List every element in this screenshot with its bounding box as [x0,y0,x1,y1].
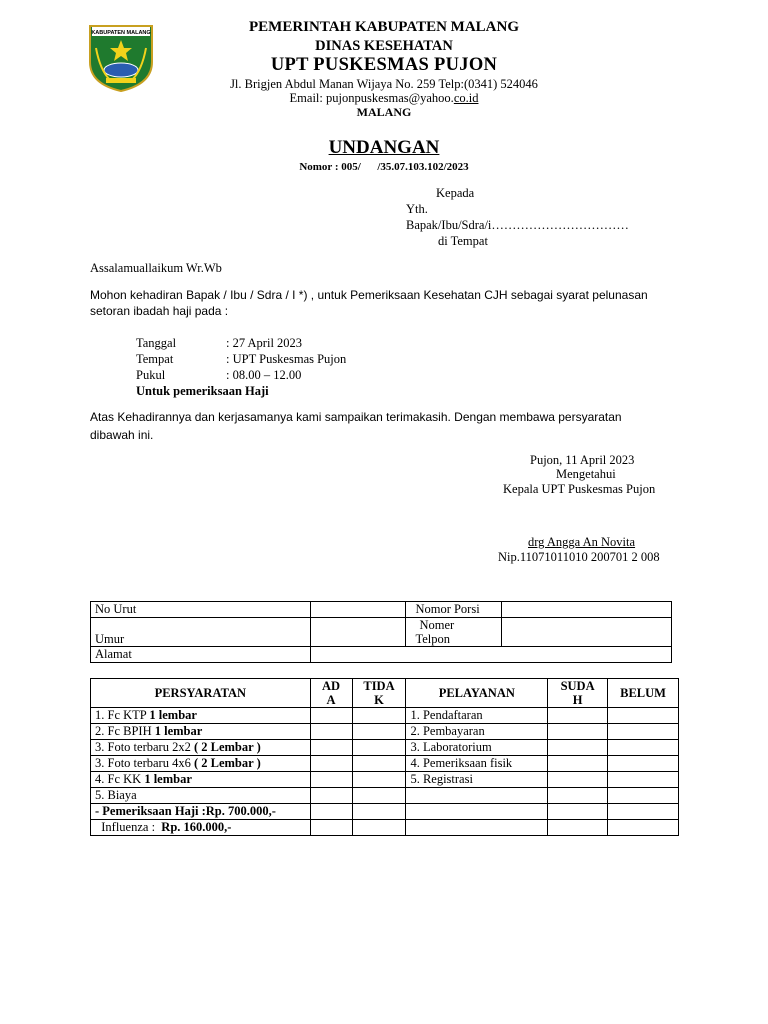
cell-alamat-label: Alamat [91,647,311,663]
cell-tidak [352,756,406,772]
telpon-text: Telpon [415,632,450,646]
cell-service: 1. Pendaftaran [406,708,548,724]
header-department: DINAS KESEHATAN [315,38,453,54]
detail-time-label: Pukul [136,368,166,382]
nomer-text: Nomer [419,618,455,632]
cell-service [406,788,548,804]
cell-sudah [548,788,608,804]
cell-service: 4. Pemeriksaan fisik [406,756,548,772]
detail-time-value: : 08.00 – 12.00 [226,368,302,382]
detail-date-value: : 27 April 2023 [226,336,303,350]
recipient-name: Bapak/Ibu/Sdra/i…………………………… [406,218,629,232]
cell-ada [310,772,352,788]
cell-requirement [91,772,311,788]
signature-place-date: Pujon, 11 April 2023 [530,453,635,467]
table-row [91,788,679,804]
cell-requirement [91,820,311,836]
detail-place-label: Tempat [136,352,174,366]
requirement-text: 3. Foto terbaru 4x6 [95,756,194,770]
cell-service [406,804,548,820]
table-header-row [91,679,679,708]
table-row [91,724,679,740]
recipient-place: di Tempat [438,234,488,248]
detail-place-value: : UPT Puskesmas Pujon [226,352,347,366]
requirement-qty: ( 2 Lembar ) [193,756,261,770]
signature-name: drg Angga An Novita [528,535,636,549]
requirement-qty: ( 2 Lembar ) [193,740,261,754]
header-city: MALANG [356,105,412,119]
requirement-text: 1. Fc KTP [95,708,150,722]
requirement-text: Influenza : [95,820,159,834]
cell-tidak [352,820,406,836]
cell-ada [310,708,352,724]
paragraph-1-line-2: setoran ibadah haji pada : [90,304,229,318]
requirement-text: 2. Fc BPIH [95,724,155,738]
table-row [91,708,679,724]
requirement-text: 4. Fc KK [95,772,145,786]
header-email [0,91,768,106]
header-sudah-line-2: H [572,693,583,707]
cell-no-urut-value [310,602,406,618]
requirement-qty: 1 lembar [144,772,192,786]
cell-ada [310,820,352,836]
cell-belum [608,724,679,740]
cell-tidak [352,724,406,740]
table-row [91,647,672,663]
header-tidak-line-2: K [374,693,384,707]
cell-sudah [548,820,608,836]
table-row [91,756,679,772]
cell-umur-label: Umur [91,618,311,647]
header-ada-line-1: AD [322,679,341,693]
table-row [91,740,679,756]
cell-telpon-label [406,618,502,647]
requirement-qty: 1 lembar [154,724,203,738]
cell-tidak [352,788,406,804]
cell-ada [310,740,352,756]
document-title: UNDANGAN [328,137,440,158]
cell-sudah [548,804,608,820]
table-row [91,602,672,618]
header-sudah [548,679,608,708]
signature-position: Kepala UPT Puskesmas Pujon [503,482,656,496]
cell-requirement [91,740,311,756]
cell-belum [608,804,679,820]
detail-purpose: Untuk pemeriksaan Haji [136,384,269,398]
email-label: Email: pujonpuskesmas@yahoo. [289,91,454,105]
cell-service: 3. Laboratorium [406,740,548,756]
cell-belum [608,756,679,772]
cell-ada [310,756,352,772]
cell-alamat-value [310,647,671,663]
document-number: Nomor : 005/ /35.07.103.102/2023 [299,161,469,173]
detail-date-label: Tanggal [136,336,177,350]
cell-tidak [352,740,406,756]
table-row [91,820,679,836]
requirement-text: 3. Foto terbaru 2x2 [95,740,194,754]
cell-nomor-porsi-label: Nomor Porsi [406,602,502,618]
table-row [91,618,672,647]
cell-requirement [91,724,311,740]
cell-telpon-value [502,618,672,647]
requirement-qty: - Pemeriksaan Haji :Rp. 700.000,- [95,804,276,818]
cell-ada [310,724,352,740]
table-row [91,804,679,820]
requirement-qty: 1 lembar [149,708,197,722]
header-ada-line-2: A [326,693,336,707]
cell-belum [608,820,679,836]
cell-tidak [352,804,406,820]
cell-tidak [352,708,406,724]
header-ada [310,679,352,708]
cell-sudah [548,724,608,740]
table-row [91,772,679,788]
cell-sudah [548,740,608,756]
greeting: Assalamuallaikum Wr.Wb [90,261,222,275]
cell-ada [310,804,352,820]
cell-umur-value [310,618,406,647]
cell-service: 2. Pembayaran [406,724,548,740]
header-pelayanan: PELAYANAN [406,679,548,708]
header-institution: UPT PUSKESMAS PUJON [270,55,498,75]
cell-belum [608,708,679,724]
cell-belum [608,772,679,788]
cell-requirement [91,788,311,804]
header-government: PEMERINTAH KABUPATEN MALANG [249,19,519,35]
recipient-yth: Yth. [406,202,428,216]
cell-requirement [91,756,311,772]
requirement-qty: Rp. 160.000,- [158,820,232,834]
recipient-kepada: Kepada [436,186,475,200]
cell-nomor-porsi-value [502,602,672,618]
logo-text: KABUPATEN MALANG [91,30,151,36]
cell-tidak [352,772,406,788]
cell-service: 5. Registrasi [406,772,548,788]
cell-sudah [548,772,608,788]
requirement-text: 5. Biaya [95,788,137,802]
header-belum: BELUM [608,679,679,708]
identity-table [90,601,672,663]
signature-nip: Nip.11071011010 200701 2 008 [498,550,660,564]
paragraph-2-line-1: Atas Kehadirannya dan kerjasamanya kami sampaikan terimakasih. Dengan membawa persyaratan [90,410,622,424]
cell-service [406,820,548,836]
cell-belum [608,788,679,804]
header-address: Jl. Brigjen Abdul Manan Wijaya No. 259 Telp:(0341) 524046 [230,77,538,91]
cell-belum [608,740,679,756]
signature-mengetahui: Mengetahui [556,467,616,481]
cell-requirement [91,804,311,820]
cell-requirement [91,708,311,724]
header-tidak-line-1: TIDA [363,679,395,693]
email-domain: co.id [453,91,479,105]
paragraph-2-line-2: dibawah ini. [90,428,154,442]
cell-sudah [548,756,608,772]
requirements-table [90,678,679,836]
paragraph-1-line-1: Mohon kehadiran Bapak / Ibu / Sdra / I *) , untuk Pemeriksaan Kesehatan CJH sebagai syarat pelunasan [90,288,648,302]
header-persyaratan: PERSYARATAN [91,679,311,708]
cell-sudah [548,708,608,724]
header-sudah-line-1: SUDA [560,679,595,693]
header-tidak [352,679,406,708]
cell-no-urut-label: No Urut [91,602,311,618]
cell-ada [310,788,352,804]
